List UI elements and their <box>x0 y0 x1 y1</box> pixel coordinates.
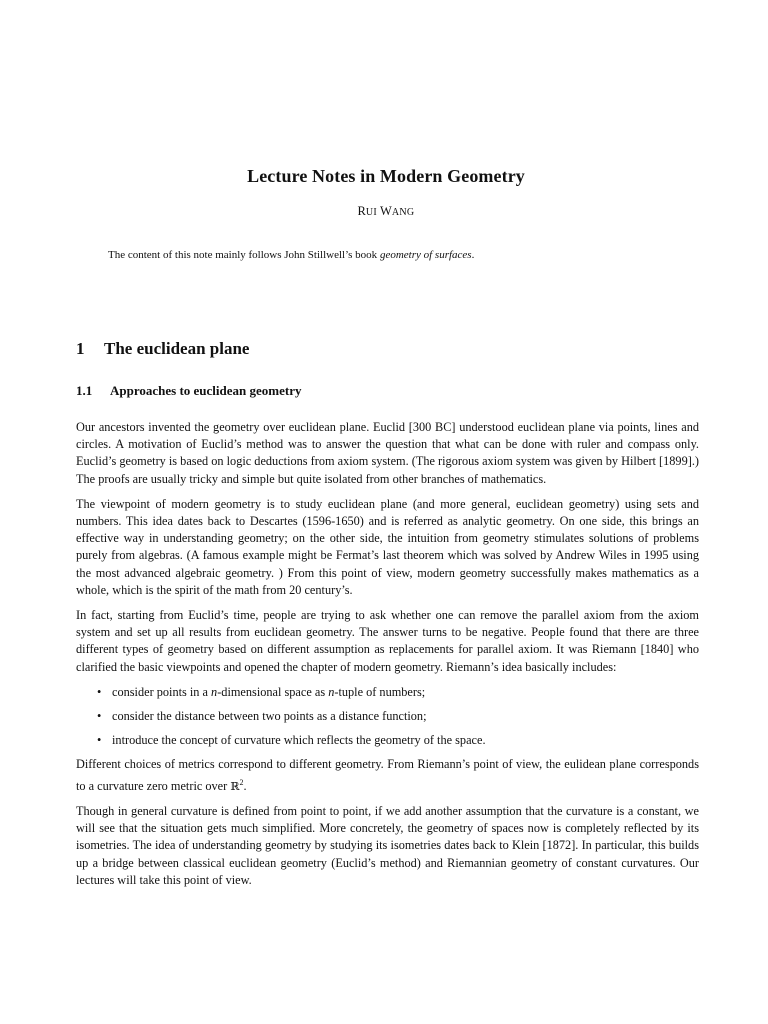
list-item-text: -dimensional space as <box>217 684 329 699</box>
list-item-text: -tuple of numbers; <box>334 684 426 699</box>
subsection-heading <box>76 383 301 399</box>
list-item <box>76 732 699 749</box>
paragraph-1: Our ancestors invented the geometry over euclidean plane. Euclid [300 BC] understood euclidean plane via points, lines and circles. A motivation of Euclid’s method was to answer the question that what can be done with ruler and compass only. Euclid’s geometry is based on logic deductions from axiom system. (The rigorous axiom system was given by Hilbert [1899].) The proofs are usually tricky and simple but quite isolated from other branches of mathematics. <box>76 420 699 486</box>
subsection-number: 1.1 <box>76 383 93 398</box>
author-first-rest: UI <box>365 207 378 218</box>
bullet-icon: • <box>97 709 102 724</box>
math-variable: n <box>211 684 218 699</box>
list-item-text: consider the distance between two points as a distance function; <box>112 709 427 724</box>
preface-note <box>108 249 708 261</box>
list-item <box>76 684 699 701</box>
preface-note-text: The content of this note mainly follows John Stillwell’s book <box>108 249 380 261</box>
section-number: 1 <box>76 339 85 358</box>
math-variable: n <box>328 684 335 699</box>
bullet-icon: • <box>97 733 102 748</box>
section-heading <box>76 339 249 359</box>
subsection-title: Approaches to euclidean geometry <box>110 383 302 398</box>
paragraph-4 <box>76 756 699 795</box>
author-name <box>0 204 768 219</box>
author-last-rest: ANG <box>391 207 415 218</box>
paragraph-4-text: Different choices of metrics correspond to different geometry. From Riemann’s point of view, the eulidean plane corresponds to a curvature zero metric over <box>76 757 699 793</box>
list-item-text: introduce the concept of curvature which reflects the geometry of the space. <box>112 733 486 748</box>
paragraph-4-end: . <box>243 778 247 793</box>
superscript: 2 <box>239 777 244 787</box>
section-title: The euclidean plane <box>104 339 250 358</box>
author-first-initial: R <box>357 204 366 218</box>
paragraph-2: The viewpoint of modern geometry is to study euclidean plane (and more general, euclidean geometry) using sets and numbers. This idea dates back to Descartes (1596-1650) and is referred as analytic geometry. On one side, this brings an effective way in understanding geometry; on the other side, the intuition from geometry stimulates solutions of problems purely from algebras. (A famous example might be Fermat’s last theorem which was solved by Andrew Wiles in 1995 using the most advanced algebraic geometry. ) From this point of view, modern geometry successfully makes mathematics as a whole, which is the spirit of the math from 20 century’s. <box>76 496 699 597</box>
body-text <box>76 419 699 897</box>
real-numbers-symbol: ℝ <box>230 779 240 793</box>
riemann-ideas-list <box>76 684 699 750</box>
paragraph-3: In fact, starting from Euclid’s time, people are trying to ask whether one can remove the parallel axiom from the axiom system and set up all results from euclidean geometry. The answer turns to be negative. People found that there are three different types of geometry based on different assumption as replacements for parallel axiom. It was Riemann [1840] who clarified the basic viewpoints and opened the chapter of modern geometry. Riemann’s idea basically includes: <box>76 608 699 674</box>
preface-book-title: geometry of surfaces <box>379 249 472 261</box>
list-item <box>76 708 699 725</box>
preface-note-end: . <box>471 249 475 261</box>
bullet-icon: • <box>97 684 102 699</box>
list-item-text: consider points in a <box>112 684 212 699</box>
author-last-initial: W <box>380 204 392 218</box>
paragraph-5: Though in general curvature is defined from point to point, if we add another assumption that the curvature is a constant, we will see that the situation gets much simplified. More concretely, the geometry of spaces now is completely reflected by its isometries. The idea of understanding geometry by studying its isometries dates back to Klein [1872]. In particular, this builds up a bridge between classical euclidean geometry (Euclid’s method) and Riemannian geometry of constant curvatures. Our lectures will take this point of view. <box>76 803 699 887</box>
document-title: Lecture Notes in Modern Geometry <box>247 166 525 186</box>
